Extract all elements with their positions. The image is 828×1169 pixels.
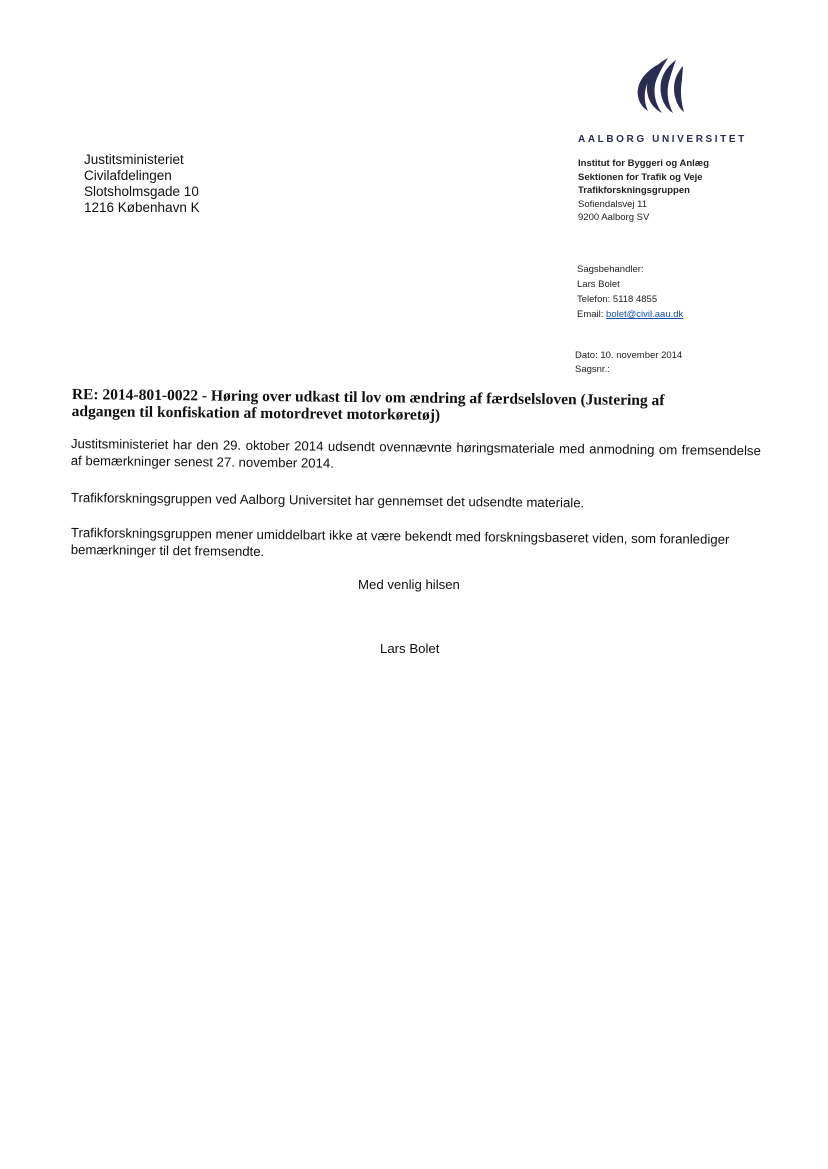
paragraph-1: Justitsministeriet har den 29. oktober 2014 udsendt ovennævnte høringsmateriale med anmodning om fremsendelse af bemærkninger senest 27. november 2014. [70,436,761,471]
sender-institute: Institut for Byggeri og Anlæg [578,158,710,169]
recipient-line-ministry: Justitsministeriet [84,152,184,167]
sender-address [578,157,709,225]
case-number: Sagsnr.: [575,363,610,375]
paragraph-2: Trafikforskningsgruppen ved Aalborg Universitet har gennemset det udsendte materiale. [70,490,585,511]
date-block [575,349,682,376]
recipient-line-street: Slotsholmsgade 10 [84,184,199,199]
handler-label: Sagsbehandler: [577,264,644,275]
recipient-line-department: Civilafdelingen [84,168,172,183]
handler-email-row [577,307,683,322]
signer-name: Lars Bolet [380,641,440,656]
sender-section: Sektionen for Trafik og Veje [578,171,703,183]
letter-subject: RE: 2014-801-0022 - Høring over udkast til lov om ændring af færdselsloven (Justering af adgangen til konfiskation af motordrevet motorkøretøj) [71,386,665,424]
closing-salutation: Med venlig hilsen [358,577,460,592]
sender-group: Trafikforskningsgruppen [578,185,690,196]
paragraph-3: Trafikforskningsgruppen mener umiddelbart ikke at være bekendt med forskningsbaseret viden, som foranlediger bemærkninger til det fremsendte. [70,525,730,559]
email-label: Email: [577,309,607,320]
contact-block [577,262,683,322]
recipient-address [84,152,200,216]
handler-name: Lars Bolet [577,279,620,290]
recipient-line-city: 1216 København K [84,200,200,215]
sender-city: 9200 Aalborg SV [578,212,650,223]
letter-date: Dato: 10. november 2014 [575,350,683,361]
sender-street: Sofiendalsvej 11 [578,198,648,210]
handler-phone: Telefon: 5118 4855 [577,294,658,305]
university-logo-icon [628,56,684,114]
email-link[interactable]: bolet@civil.aau.dk [606,309,684,320]
university-name: AALBORG UNIVERSITET [578,134,747,145]
